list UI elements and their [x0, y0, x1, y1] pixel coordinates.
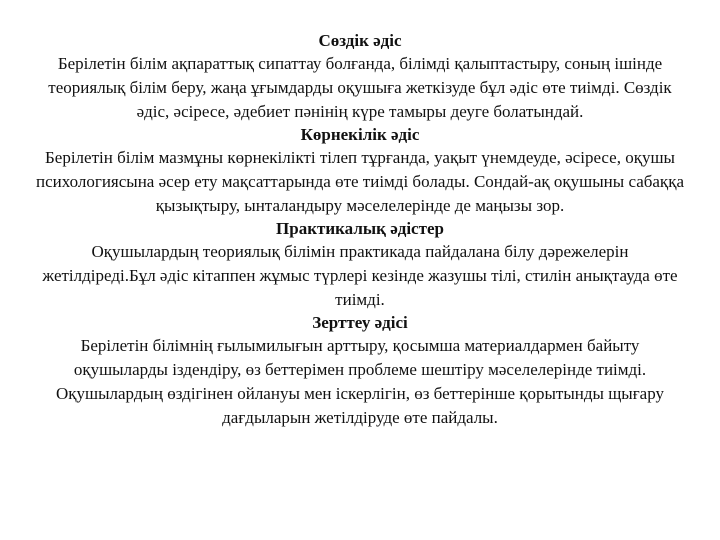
section-title-practical-methods: Практикалық әдістер — [276, 219, 444, 238]
section-body-verbal-method: Берілетін білім ақпараттық сипаттау болғанда, білімді қалыптастыру, соның ішінде теориялық білім беру, жаңа ұғымдарды оқушыға жеткізуде бұл әдіс өте тиімді. Сөздік әдіс, әсіресе, әдебиет пәнінің күре тамыры деуге болатындай. — [48, 54, 672, 121]
section-verbal-method — [36, 30, 684, 124]
slide-content — [36, 30, 684, 430]
section-body-practical-methods: Оқушылардың теориялық білімін практикада пайдалана білу дәрежелерін жетілдіреді.Бұл әдіс кітаппен жұмыс түрлері кезінде жазушы тілі, стилін анықтауда өте тиімді. — [42, 242, 678, 309]
section-practical-methods — [36, 218, 684, 312]
section-body-research-method: Берілетін білімнің ғылымилығын арттыру, қосымша материалдармен байыту оқушыларды іздендіру, өз беттерімен проблеме шештіру мәселелерінде тиімді. Оқушылардың өздігінен ойлануы мен іскерлігін, өз беттерінше қорытынды щығару дағдыларын жетілдіруде өте пайдалы. — [55, 336, 664, 427]
section-visual-method — [36, 124, 684, 218]
section-title-verbal-method: Сөздік әдіс — [318, 31, 402, 50]
section-body-visual-method: Берілетін білім мазмұны көрнекілікті тілеп тұрғанда, уақыт үнемдеуде, әсіресе, оқушы психологиясына әсер ету мақсаттарында өте тиімді болады. Сондай-ақ оқушыны сабаққа қызықтыру, ынталандыру мәселелерінде де маңызы зор. — [36, 148, 685, 215]
section-title-visual-method: Көрнекілік әдіс — [300, 125, 420, 144]
section-title-research-method: Зерттеу әдісі — [312, 313, 408, 332]
section-research-method — [36, 312, 684, 430]
